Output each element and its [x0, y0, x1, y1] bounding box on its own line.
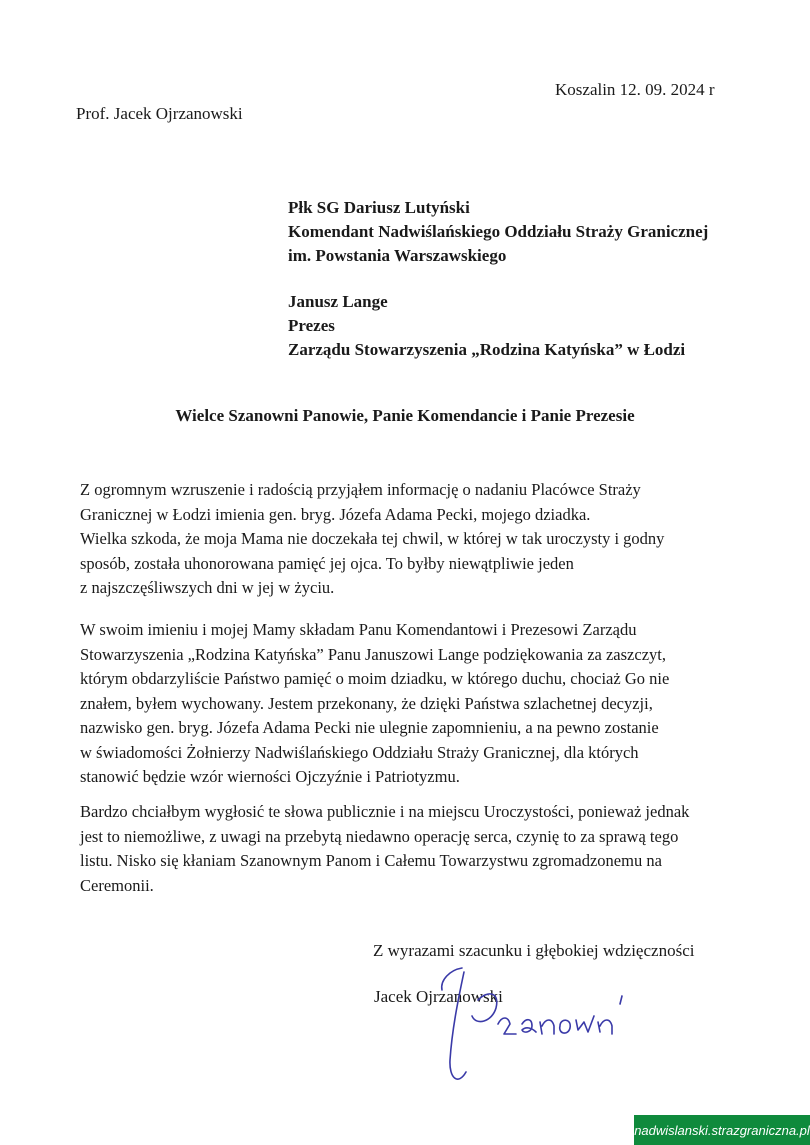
paragraph-2: [80, 618, 760, 790]
letter-date: Koszalin 12. 09. 2024 r: [555, 80, 715, 99]
addressee-commander: [288, 196, 708, 268]
paragraph-line: sposób, została uhonorowana pamięć jej ojca. To byłby niewątpliwie jeden: [80, 553, 574, 573]
salutation: Wielce Szanowni Panowie, Panie Komendancie i Panie Prezesie: [175, 406, 635, 425]
paragraph-line: którym obdarzyliście Państwo pamięć o moim dziadku, w którego duchu, chociaż Go nie: [80, 669, 670, 688]
website-badge: nadwislanski.strazgraniczna.pl: [634, 1115, 810, 1145]
paragraph-line: listu. Nisko się kłaniam Szanownym Panom i Całemu Towarzystwu zgromadzonemu na: [80, 851, 662, 870]
paragraph-line: Z ogromnym wzruszenie i radością przyjąłem informację o nadaniu Placówce Straży: [80, 480, 641, 499]
addressee-line: Prezes: [288, 316, 335, 335]
paragraph-line: Granicznej w Łodzi imienia gen. bryg. Józefa Adama Pecki, mojego dziadka.: [80, 504, 591, 524]
paragraph-line: znałem, byłem wychowany. Jestem przekonany, że dzięki Państwa szlachetnej decyzji,: [80, 693, 653, 713]
paragraph-line: stanowić będzie wzór wierności Ojczyźnie i Patriotyzmu.: [80, 767, 460, 786]
paragraph-line: jest to niemożliwe, z uwagi na przebytą niedawno operację serca, czynię to za sprawą tego: [80, 826, 679, 846]
handwritten-signature: [400, 960, 660, 1100]
addressee-line: Zarządu Stowarzyszenia „Rodzina Katyńska” w Łodzi: [288, 340, 686, 359]
sender-name: Prof. Jacek Ojrzanowski: [76, 104, 243, 123]
addressee-line: Komendant Nadwiślańskiego Oddziału Straży Granicznej: [288, 222, 709, 241]
signature-name: Jacek Ojrzanowski: [374, 987, 503, 1006]
paragraph-line: Stowarzyszenia „Rodzina Katyńska” Panu Januszowi Lange podziękowania za zaszczyt,: [80, 644, 666, 664]
paragraph-3: [80, 800, 760, 898]
addressee-line: Janusz Lange: [288, 292, 388, 311]
paragraph-line: W swoim imieniu i mojej Mamy składam Panu Komendantowi i Prezesowi Zarządu: [80, 620, 637, 639]
paragraph-line: Ceremonii.: [80, 875, 154, 895]
paragraph-line: w świadomości Żołnierzy Nadwiślańskiego Oddziału Straży Granicznej, dla których: [80, 742, 639, 762]
paragraph-line: Wielka szkoda, że moja Mama nie doczekała tej chwil, w której w tak uroczysty i godny: [80, 529, 665, 548]
paragraph-1: [80, 478, 760, 601]
addressee-president: [288, 290, 685, 362]
paragraph-line: Bardzo chciałbym wygłosić te słowa publicznie i na miejscu Uroczystości, ponieważ jednak: [80, 802, 690, 821]
addressee-line: im. Powstania Warszawskiego: [288, 246, 507, 265]
paragraph-line: nazwisko gen. bryg. Józefa Adama Pecki nie ulegnie zapomnieniu, a na pewno zostanie: [80, 718, 659, 737]
closing-phrase: Z wyrazami szacunku i głębokiej wdzięczności: [373, 941, 695, 960]
paragraph-line: z najszczęśliwszych dni w jej w życiu.: [80, 578, 335, 597]
addressee-line: Płk SG Dariusz Lutyński: [288, 198, 470, 217]
